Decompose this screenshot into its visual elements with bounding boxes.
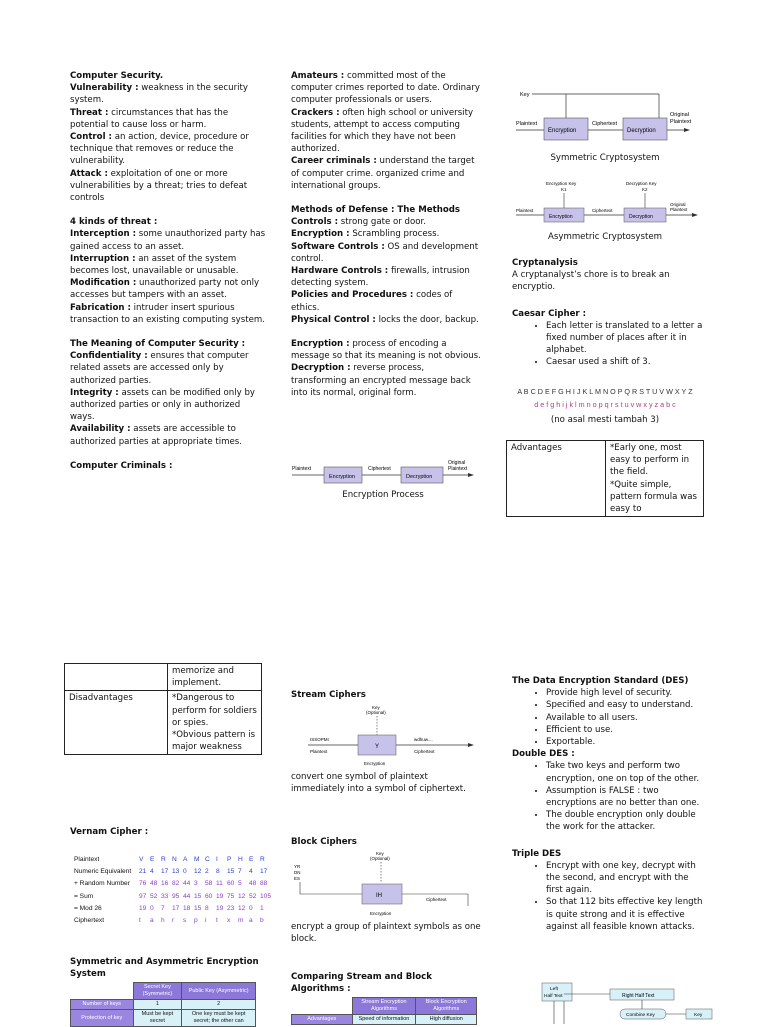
svg-text:Combine Key: Combine Key (626, 1013, 655, 1018)
vernam-cell: 0 (150, 904, 154, 912)
vernam-cell: 4 (150, 868, 154, 876)
list-item: • Specified and easy to understand. (546, 699, 708, 711)
disadvantages-label: Disadvantages (65, 691, 168, 755)
triple-des-list (512, 860, 708, 933)
block-title: Block Ciphers (291, 837, 357, 847)
table-row (74, 915, 274, 927)
cryptanalysis-text: A cryptanalyst’s chore is to break an encryptio. (512, 270, 670, 293)
svg-text:Decryption: Decryption (627, 128, 656, 134)
svg-text:Encryption: Encryption (548, 128, 577, 134)
list-item: • Efficient to use. (546, 724, 708, 736)
vernam-cell: M (194, 856, 200, 863)
svg-text:Key: Key (376, 851, 384, 856)
block-text: encrypt a group of plaintext symbols as one block. (291, 922, 481, 945)
stream-cipher-diagram (306, 702, 476, 768)
vernam-cell: 23 (227, 904, 235, 912)
advantage-continuation: memorize and implement. (168, 664, 262, 691)
symmetric-caption: Symmetric Cryptosystem (550, 153, 660, 163)
vernam-cell: 7 (161, 904, 165, 912)
svg-text:Decryption: Decryption (629, 214, 653, 220)
column-1 (70, 70, 266, 472)
vernam-cell: 15 (194, 904, 202, 912)
compare-table: Stream Encryption Algorithms Block Encryption Algorithms Advantages Speed of information High diffusion (291, 997, 477, 1025)
table-row (74, 891, 274, 903)
list-item: • Exportable. (546, 736, 708, 748)
svg-text:Original: Original (670, 202, 686, 207)
asymmetric-cryptosystem-diagram (512, 178, 702, 228)
vernam-cell: 13 (172, 868, 180, 876)
vernam-cell: R (260, 856, 265, 863)
method-controls: Controls : strong gate or door. (291, 217, 426, 228)
vernam-cell: 48 (150, 880, 158, 888)
vernam-cell: E (249, 856, 254, 863)
vernam-cell: 0 (183, 868, 187, 876)
section-title-triple-des: Triple DES (512, 848, 562, 859)
vernam-cell: 17 (172, 904, 180, 912)
threat-interruption: Interruption : an asset of the system becomes lost, unavailable or unusable. (70, 253, 239, 277)
vernam-cell: P (227, 856, 232, 863)
section-title-methods: Methods of Defense : The Methods (291, 205, 460, 216)
caesar-note: (no asal mesti tambah 3) (550, 415, 660, 425)
column-2 (291, 70, 481, 399)
vernam-cell: C (205, 856, 210, 863)
des-column (512, 675, 708, 933)
svg-text:Key: Key (372, 705, 380, 710)
method-physical: Physical Control : locks the door, backup. (291, 314, 479, 325)
section-title-criminals: Computer Criminals : (70, 460, 173, 471)
vernam-cell: 3 (194, 880, 198, 888)
stream-title: Stream Ciphers (291, 690, 366, 700)
svg-text:Y: Y (375, 744, 380, 750)
vernam-cell: 88 (260, 880, 268, 888)
svg-text:K2: K2 (642, 187, 648, 192)
vernam-cell: 4 (249, 868, 253, 876)
vernam-cell: 21 (139, 868, 147, 876)
svg-text:Plaintext: Plaintext (516, 208, 534, 213)
svg-text:K1: K1 (561, 187, 567, 192)
vernam-row-label: Ciphertext (74, 917, 105, 925)
section-title-threats: 4 kinds of threat : (70, 217, 158, 228)
vernam-cell: 15 (194, 892, 202, 900)
section-title-cryptanalysis: Cryptanalysis (512, 258, 578, 268)
vernam-cell: 97 (139, 892, 147, 900)
list-item: • Provide high level of security. (546, 687, 708, 699)
meaning-availability: Availability : assets are accessible to authorized parties at appropriate times. (70, 424, 243, 447)
vernam-cell: b (260, 917, 264, 925)
def-decryption: Decryption : reverse process, transforming an encrypted message back into its normal, original form. (291, 363, 471, 398)
vernam-row-label: = Sum (74, 892, 94, 900)
block-cipher-diagram (292, 848, 478, 918)
vernam-cell: 95 (172, 892, 180, 900)
vernam-cell: 5 (238, 880, 242, 888)
vernam-cell: 8 (216, 868, 220, 876)
vernam-cell: 60 (205, 892, 213, 900)
vernam-cell: 7 (238, 868, 242, 876)
meaning-confidentiality: Confidentiality : ensures that computer related assets are accessed only by authorized parties. (70, 351, 249, 386)
compare-title: Comparing Stream and Block Algorithms : (291, 972, 432, 995)
svg-text:Ciphertext: Ciphertext (414, 749, 435, 754)
vernam-title: Vernam Cipher : (70, 827, 149, 837)
vernam-cell: 11 (216, 880, 223, 888)
svg-text:YR: YR (294, 864, 301, 869)
svg-text:Half Text: Half Text (544, 994, 563, 999)
vernam-cell: 76 (139, 880, 147, 888)
section-title-computer-security: Computer Security. (70, 71, 164, 81)
caesar-disadvantages-table (64, 663, 262, 755)
vernam-cell: 17 (260, 868, 268, 876)
criminal-career: Career criminals : understand the target of computer crime. organized crime and international groups. (291, 156, 475, 191)
section-title-caesar: Caesar Cipher : (512, 308, 587, 319)
vernam-cell: I (216, 856, 218, 863)
vernam-cell: 1 (260, 904, 264, 912)
vernam-cell: 58 (205, 880, 213, 888)
encryption-process-diagram (288, 455, 478, 489)
vernam-cell: x (227, 917, 231, 925)
vernam-cell: a (150, 917, 154, 925)
caesar-advantages-table (506, 440, 704, 517)
vernam-cell: H (238, 856, 243, 863)
vernam-cell: 8 (205, 904, 209, 912)
symasym-title: Symmetric and Asymmetric Encryption System (70, 957, 259, 980)
svg-text:Key: Key (520, 92, 530, 98)
list-item: • The double encryption only double the work for the attacker. (546, 809, 708, 833)
stream-text: convert one symbol of plaintext immediately into a symbol of ciphertext. (291, 772, 466, 795)
vernam-cell: 52 (249, 892, 257, 900)
vernam-cell: m (238, 917, 244, 925)
vernam-cell: t (216, 917, 218, 925)
method-software: Software Controls : OS and development control. (291, 241, 479, 264)
diagram-plaintext-label: Plaintext (292, 466, 312, 472)
svg-text:ES: ES (294, 876, 301, 881)
symasym-table: Secret Key (Symmetric) Public Key (Asymmetric) Number of keys 1 2 Protection of key Must be kept secret One key must be kept secret; the other can (70, 982, 256, 1027)
vernam-cell: 0 (249, 904, 253, 912)
caesar-list (512, 320, 708, 369)
section-title-meaning: The Meaning of Computer Security : (70, 339, 246, 350)
svg-text:ISSOPMI: ISSOPMI (310, 737, 329, 742)
vernam-cell: p (194, 917, 198, 925)
vernam-cell: 44 (183, 880, 191, 888)
table-row (74, 866, 274, 878)
des-list (512, 687, 708, 748)
vernam-cell: 2 (205, 868, 209, 876)
vernam-cell: 12 (238, 904, 246, 912)
symmetric-cryptosystem-diagram (512, 84, 702, 150)
svg-text:Right Half Text: Right Half Text (622, 993, 655, 999)
disadvantage-point: *Obvious pattern is major weakness (172, 730, 256, 753)
svg-text:(Optional): (Optional) (370, 856, 390, 861)
section-title-double-des: Double DES : (512, 749, 575, 760)
diagram-ciphertext-label: Ciphertext (368, 466, 391, 472)
svg-text:Original: Original (670, 112, 689, 118)
list-item: • So that 112 bits effective key length is quite strong and it is effective against all feasible known attacks. (546, 896, 708, 933)
svg-text:Decryption Key: Decryption Key (626, 181, 657, 186)
vernam-cell: 12 (238, 892, 246, 900)
vernam-cell: 48 (249, 880, 257, 888)
vernam-cell: A (183, 856, 188, 863)
svg-text:wdhuw....: wdhuw.... (414, 737, 433, 742)
section-title-des: The Data Encryption Standard (DES) (512, 676, 689, 686)
svg-text:Plaintext: Plaintext (516, 121, 538, 127)
vernam-cell: 18 (183, 904, 191, 912)
vernam-cell: N (172, 856, 177, 863)
asymmetric-caption: Asymmetric Cryptosystem (548, 232, 662, 242)
vernam-cell: 19 (216, 904, 224, 912)
threat-interception: Interception : some unauthorized party has gained access to an asset. (70, 229, 266, 252)
svg-text:IH: IH (376, 893, 382, 899)
threat-modification: Modification : unauthorized party not only accesses but tampers with an asset. (70, 278, 260, 301)
criminal-amateurs: Amateurs : committed most of the computer crimes reported to date. Ordinary computer professionals or users. (291, 71, 480, 106)
vernam-cell: h (161, 917, 165, 925)
column-3-text (512, 257, 708, 369)
vernam-cell: R (161, 856, 166, 863)
def-control: Control : an action, device, procedure or technique that removes or reduce the vulnerability. (70, 132, 249, 167)
vernam-cell: 82 (172, 880, 180, 888)
vernam-cell: 52 (150, 892, 158, 900)
vernam-row-label: = Mod 26 (74, 904, 102, 912)
table-row (74, 903, 274, 915)
diagram-decryption-label: Decryption (406, 474, 433, 480)
threat-fabrication: Fabrication : intruder insert spurious transaction to an existing computing system. (70, 302, 266, 325)
vernam-cell: t (139, 917, 141, 925)
svg-text:Encryption: Encryption (364, 761, 386, 766)
svg-text:(Optional): (Optional) (366, 710, 386, 715)
svg-text:Ciphertext: Ciphertext (592, 121, 618, 127)
vernam-cell: 44 (183, 892, 191, 900)
list-item: • Caesar used a shift of 3. (546, 356, 708, 368)
vernam-cell: 105 (260, 892, 272, 900)
vernam-row-label: Plaintext (74, 856, 100, 863)
svg-text:Ciphertext: Ciphertext (426, 897, 447, 902)
vernam-cell: 12 (194, 868, 202, 876)
double-des-list (512, 760, 708, 833)
vernam-cell: V (139, 856, 144, 863)
caesar-plain-alphabet: A B C D E F G H I J K L M N O P Q R S T U V W X Y Z (517, 387, 693, 396)
diagram-encryption-label: Encryption (329, 474, 355, 480)
vernam-cell: i (205, 917, 207, 925)
vernam-cell: 33 (161, 892, 169, 900)
vernam-row-label: Numeric Equivalent (74, 868, 132, 876)
method-encryption: Encryption : Scrambling process. (291, 229, 440, 240)
vernam-cell: 19 (216, 892, 224, 900)
encryption-process-caption: Encryption Process (342, 490, 424, 500)
vernam-cell: E (150, 856, 155, 863)
svg-text:Plaintext: Plaintext (310, 749, 328, 754)
advantages-label: Advantages (507, 441, 606, 517)
svg-text:Encryption: Encryption (370, 911, 392, 916)
criminal-crackers: Crackers : often high school or university students, attempt to access computing facilities for which they have not been authorized. (291, 107, 474, 155)
vernam-cell: 16 (161, 880, 169, 888)
svg-text:Key: Key (694, 1013, 703, 1018)
vernam-cell: r (172, 917, 175, 925)
list-item: • Take two keys and perform two encryption, one on top of the other. (546, 760, 708, 784)
caesar-cipher-alphabet: d e f g h i j k l m n o p q r s t u v w x y z a b c (534, 400, 676, 409)
advantage-point: *Quite simple, pattern formula was easy to (610, 479, 697, 515)
list-item: • Available to all users. (546, 712, 708, 724)
def-encryption: Encryption : process of encoding a message so that its meaning is not obvious. (291, 339, 481, 362)
svg-text:Encryption: Encryption (549, 214, 573, 220)
disadvantage-point: *Dangerous to perform for soldiers or spies. (172, 693, 257, 728)
vernam-cell: 19 (139, 904, 147, 912)
svg-text:Plaintext: Plaintext (670, 207, 688, 212)
vernam-cell: s (183, 917, 187, 925)
svg-text:Encryption Key: Encryption Key (546, 181, 577, 186)
vernam-cell: 75 (227, 892, 235, 900)
svg-text:Left: Left (550, 987, 559, 992)
diagram-original-label: Original (448, 460, 466, 466)
method-policies: Policies and Procedures : codes of ethics. (291, 290, 453, 313)
advantage-point: *Early one, most easy to perform in the field. (610, 443, 690, 478)
list-item: • Assumption is FALSE : two encryptions are no better than one. (546, 785, 708, 809)
vernam-cell: 15 (227, 868, 235, 876)
table-row (74, 878, 274, 890)
def-threat: Threat : circumstances that has the potential to cause loss or harm. (70, 107, 229, 130)
diagram-original-plaintext-label: Plaintext (448, 466, 468, 472)
list-item: • Each letter is translated to a letter a fixed number of places after it in alphabet. (546, 320, 708, 357)
meaning-integrity: Integrity : assets can be modified only by authorized parties or only in authorized ways. (70, 387, 256, 423)
vernam-cell: a (249, 917, 253, 925)
svg-text:DN: DN (294, 870, 301, 875)
svg-text:Plaintext: Plaintext (670, 119, 692, 125)
def-attack: Attack : exploitation of one or more vulnerabilities by a threat; tries to defeat controls (70, 168, 248, 204)
svg-text:Ciphertext: Ciphertext (592, 208, 613, 213)
table-row (74, 854, 274, 866)
des-round-diagram (534, 980, 724, 1024)
method-hardware: Hardware Controls : firewalls, intrusion detecting system. (291, 266, 470, 289)
vernam-cell: 60 (227, 880, 235, 888)
vernam-table (74, 854, 274, 927)
vernam-row-label: + Random Number (74, 880, 130, 888)
vernam-cell: 17 (161, 868, 169, 876)
list-item: • Encrypt with one key, decrypt with the second, and encrypt with the first again. (546, 860, 708, 897)
def-vulnerability: Vulnerability : weakness in the security system. (70, 83, 248, 106)
